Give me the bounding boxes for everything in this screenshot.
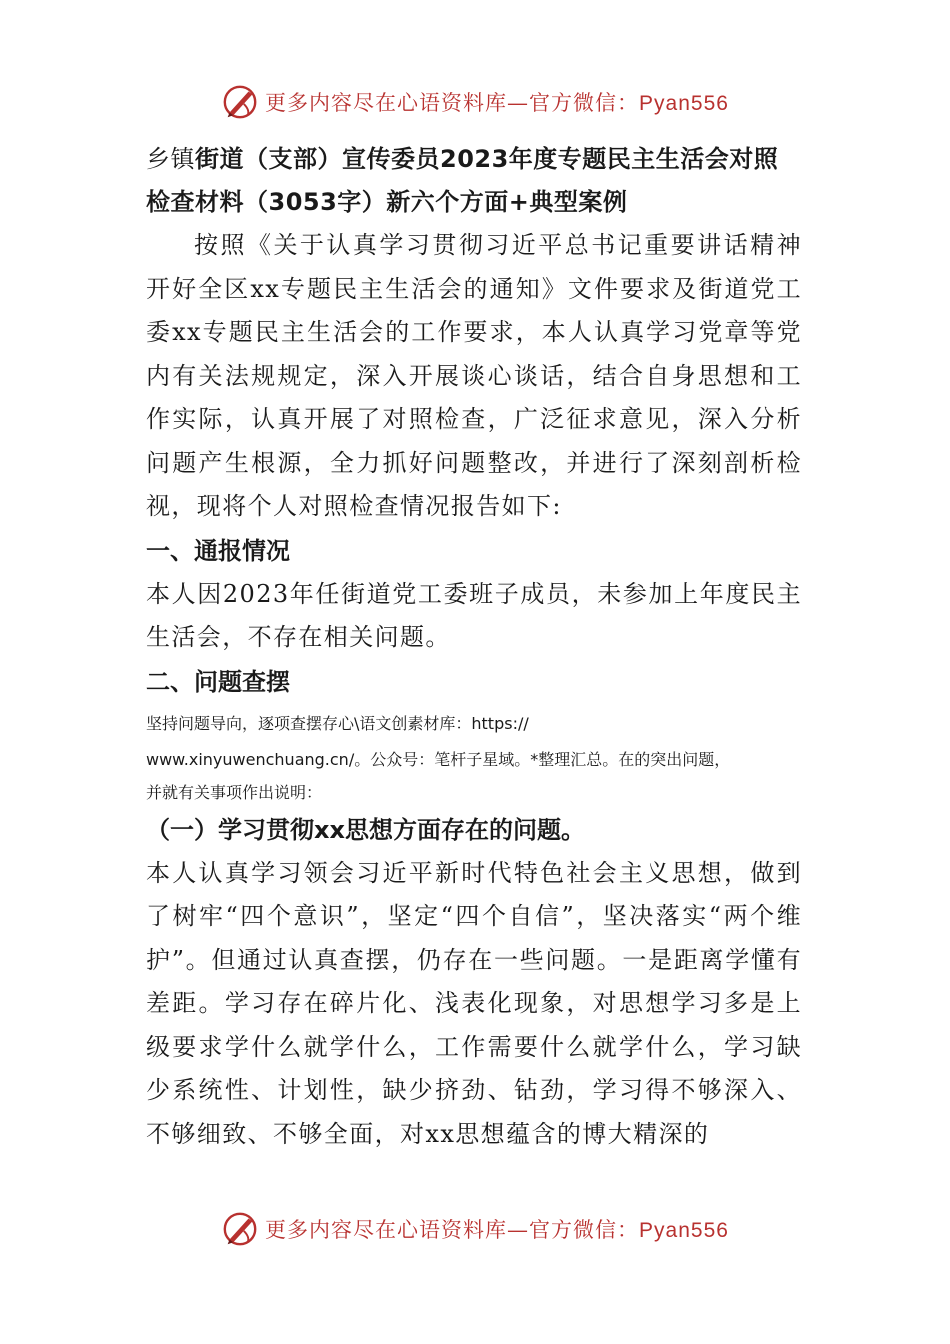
banner-text: 更多内容尽在心语资料库—官方微信：Pyan556 — [265, 1218, 729, 1242]
section-heading-2: 二、问题查摆 — [146, 667, 290, 696]
intro-paragraph: 按照《关于认真学习贯彻习近平总书记重要讲话精神开好全区xx专题民主生活会的通知》文件要求及街道党工委xx专题民主生活会的工作要求，本人认真学习党章等党内有关法规规定，深入开展谈心谈话，结合自身思想和工作实际，认真开展了对照检查，广泛征求意见，深入分析问题产生根源，全力抓好问题整改，并进行了深刻剖析检视，现将个人对照检查情况报告如下: — [146, 231, 802, 520]
subsection-heading-1: （一）学习贯彻xx思想方面存在的问题。 — [146, 815, 585, 844]
section-2-note: 坚持问题导向，逐项查摆存心\语文创素材库：https:// www.xinyuwenchuang.cn/。公众号：笔杆子星域。*整理汇总。在的突出问题， 并就有关事项作出说明： — [146, 713, 731, 802]
section-heading-1: 一、通报情况 — [146, 536, 290, 565]
document-body — [146, 138, 802, 1156]
subsection-1-body: 本人认真学习领会习近平新时代特色社会主义思想，做到了树牢“四个意识”，坚定“四个自信”，坚决落实“两个维护”。但通过认真查摆，仍存在一些问题。一是距离学懂有差距。学习存在碎片化、浅表化现象，对思想学习多是上级要求学什么就学什么，工作需要什么就学什么，学习缺少系统性、计划性，缺少挤劲、钻劲，学习得不够深入、不够细致、不够全面，对xx思想蕴含的博大精深的 — [146, 858, 802, 1148]
footer-banner — [0, 1207, 950, 1251]
banner-text: 更多内容尽在心语资料库—官方微信：Pyan556 — [265, 91, 729, 115]
pen-logo-icon — [221, 83, 259, 121]
pen-logo-icon — [221, 1210, 259, 1248]
header-banner — [0, 80, 950, 124]
section-1-body: 本人因2023年任街道党工委班子成员，未参加上年度民主生活会，不存在相关问题。 — [146, 579, 802, 651]
document-title: 乡镇街道（支部）宣传委员2023年度专题民主生活会对照检查材料（3053字）新六个方面+典型案例 — [146, 145, 779, 216]
